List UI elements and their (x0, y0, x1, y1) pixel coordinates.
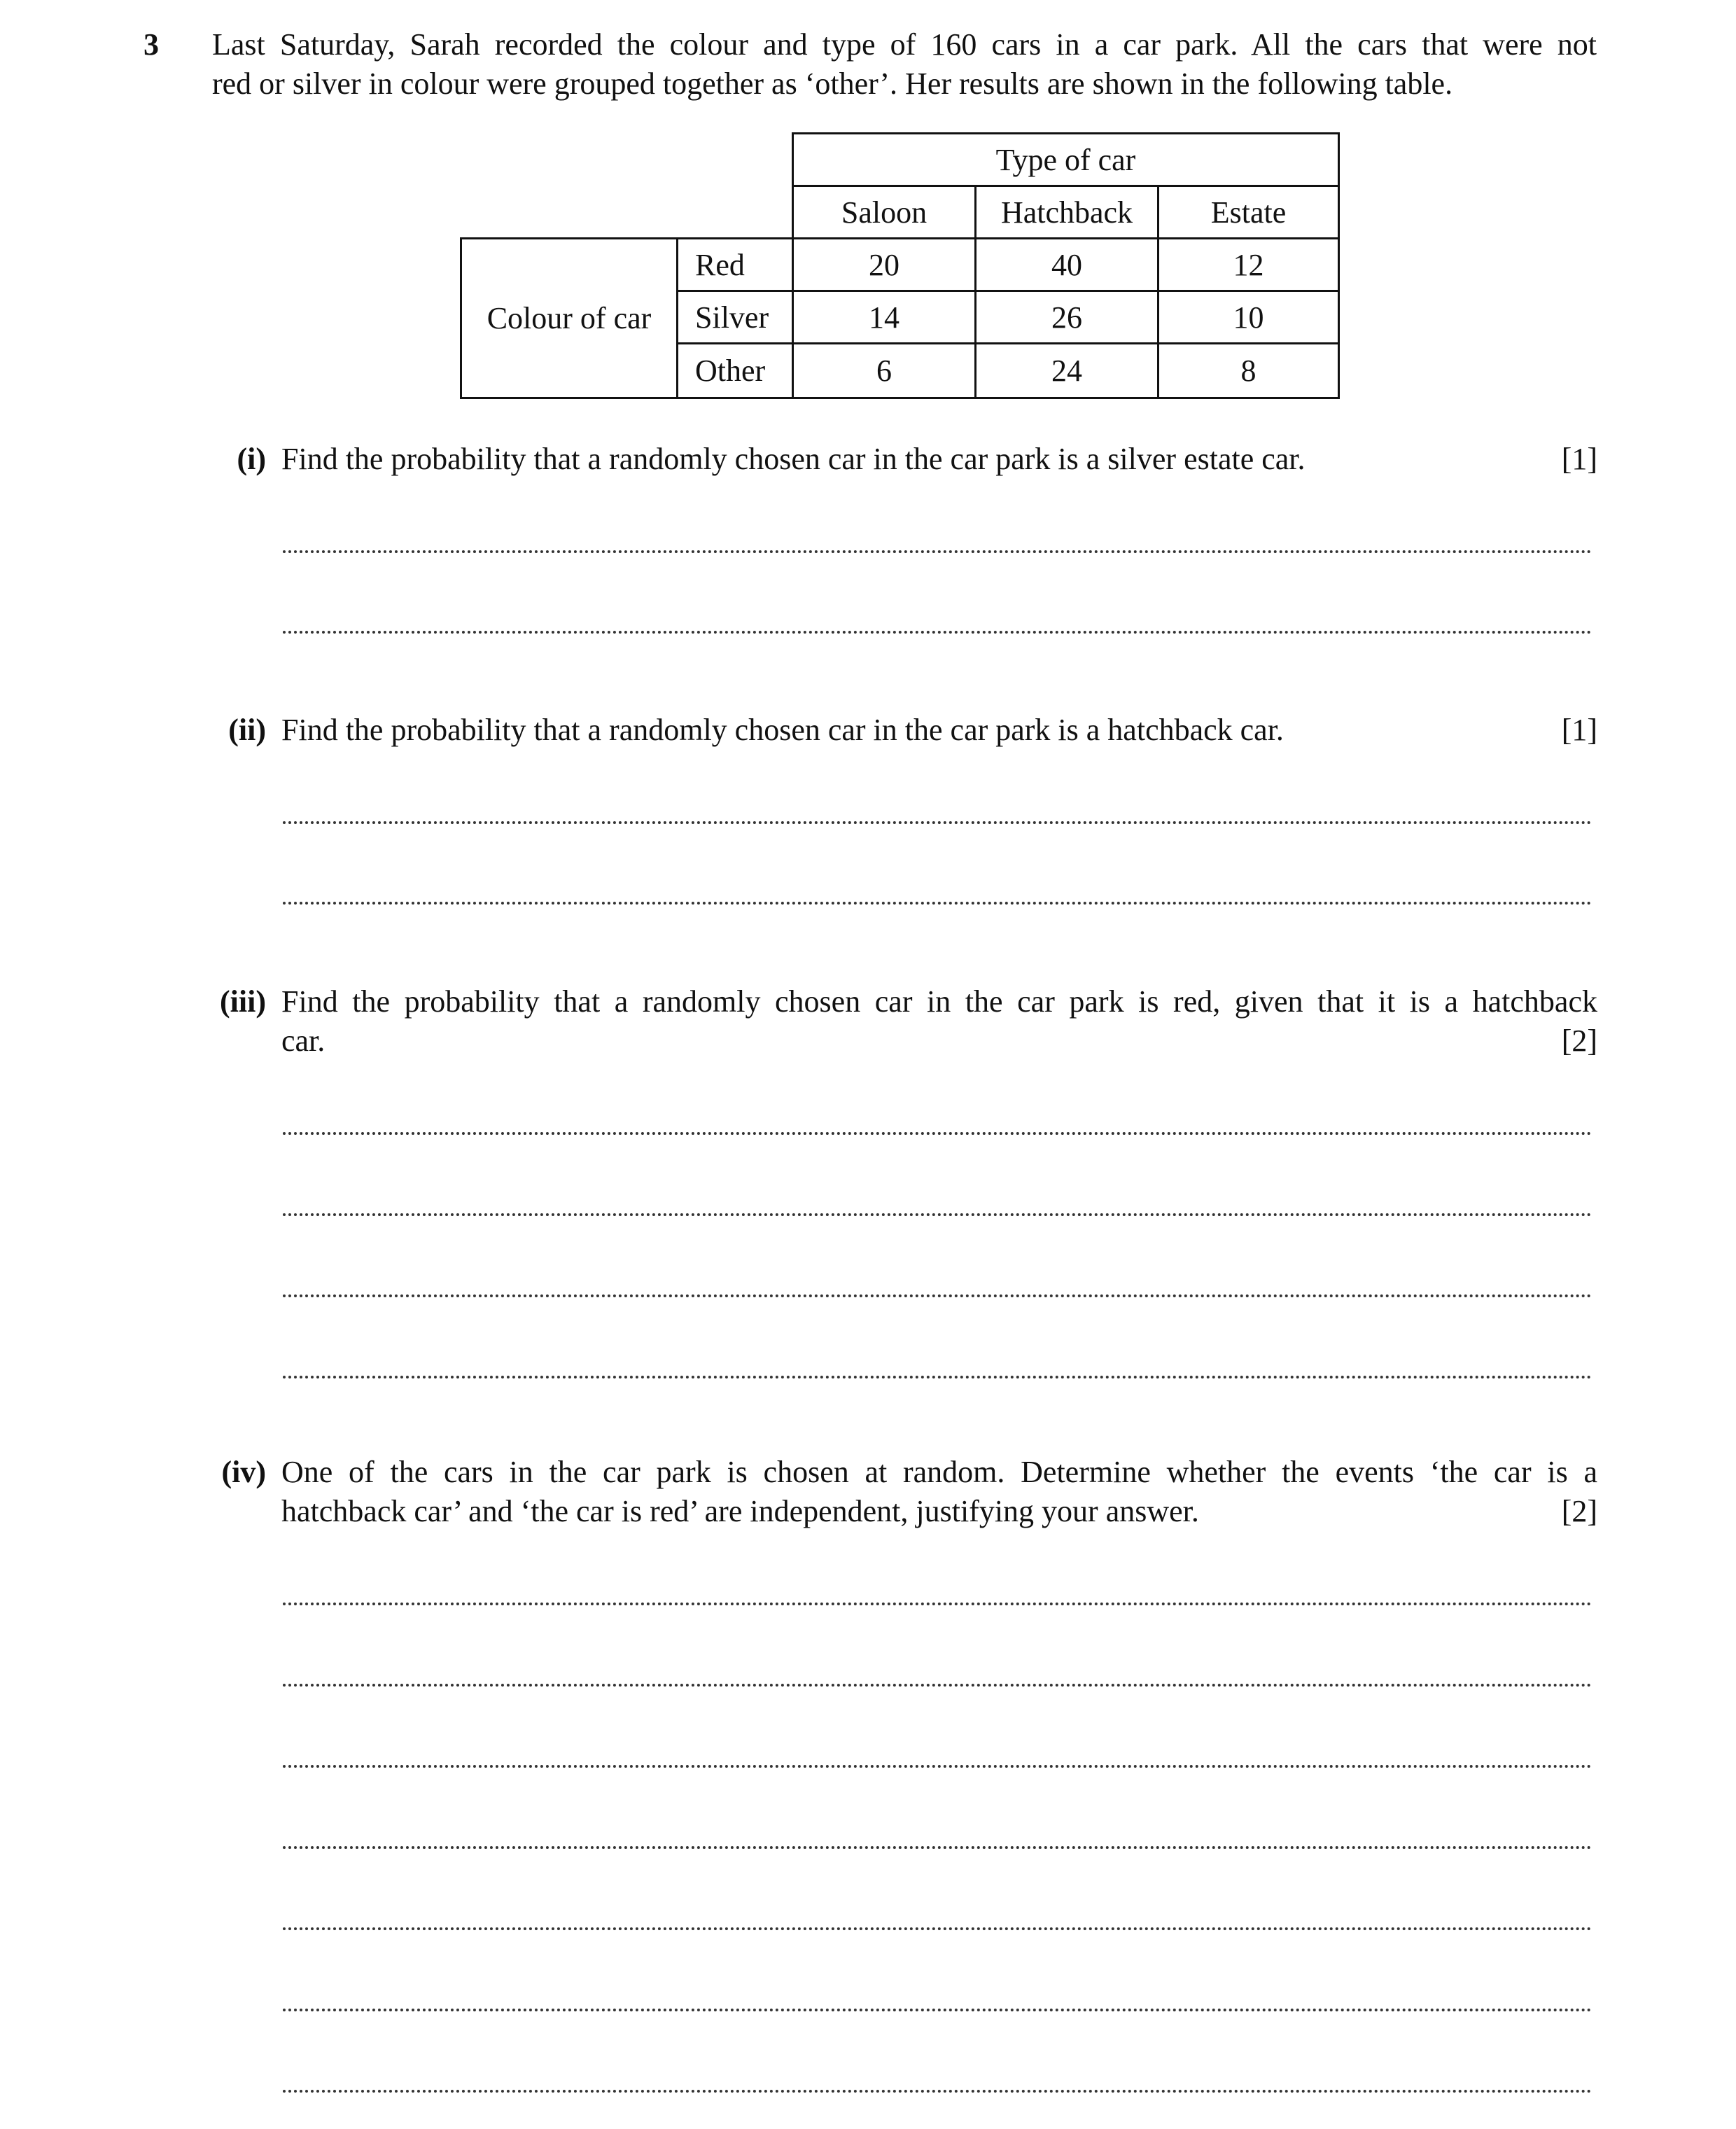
answer-line (283, 1765, 1592, 1768)
table-cell: 24 (974, 342, 1159, 399)
answer-line (283, 2009, 1592, 2011)
answer-line (283, 1376, 1592, 1378)
part-label: (iii) (220, 984, 266, 1019)
part-text-line: Find the probability that a randomly chosen car in the car park is a hatchback car. (281, 713, 1284, 747)
part-text-line: hatchback car’ and ‘the car is red’ are independent, justifying your answer. (281, 1494, 1199, 1528)
part-iii-question (0, 982, 1597, 1063)
row-label-red: Red (676, 237, 794, 292)
part-marks: [1] (1561, 442, 1597, 476)
part-text (281, 711, 1443, 750)
answer-line (283, 902, 1592, 905)
answer-line (283, 1684, 1592, 1687)
answer-line (283, 1294, 1592, 1297)
colour-of-car-header: Colour of car (460, 237, 678, 399)
part-text-line: Find the probability that a randomly chosen car in the car park is a silver estate car. (281, 442, 1306, 476)
table-cell: 12 (1157, 237, 1340, 292)
table-cell: 10 (1157, 290, 1340, 344)
part-label: (ii) (228, 713, 266, 747)
part-ii-question (0, 711, 1597, 753)
type-of-car-header: Type of car (792, 132, 1340, 187)
table-cell: 40 (974, 237, 1159, 292)
table-cell: 20 (792, 237, 976, 292)
answer-line (283, 631, 1592, 634)
part-marks: [2] (1561, 1024, 1597, 1058)
answer-line (283, 1603, 1592, 1605)
column-header-saloon: Saloon (792, 185, 976, 239)
row-label-silver: Silver (676, 290, 794, 344)
row-label-other: Other (676, 342, 794, 399)
part-text-line: Find the probability that a randomly chosen car in the car park is red, given that it is a hatchback (281, 984, 1597, 1019)
table-cell: 26 (974, 290, 1159, 344)
question-number: 3 (144, 27, 159, 62)
table-cell: 6 (792, 342, 976, 399)
part-text (281, 440, 1443, 479)
part-iv-question (0, 1453, 1597, 1534)
part-text (281, 982, 1597, 1061)
column-header-estate: Estate (1157, 185, 1340, 239)
part-text-line: One of the cars in the car park is chosen at random. Determine whether the events ‘the car is a (281, 1455, 1597, 1489)
intro-line: red or silver in colour were grouped together as ‘other’. Her results are shown in the following table. (212, 67, 1453, 101)
answer-line (283, 1846, 1592, 1849)
part-marks: [1] (1561, 713, 1597, 747)
answer-line (283, 1927, 1592, 1930)
column-header-hatchback: Hatchback (974, 185, 1159, 239)
table-cell: 14 (792, 290, 976, 344)
intro-line: Last Saturday, Sarah recorded the colour and type of 160 cars in a car park. All the cars that were not (212, 27, 1597, 62)
answer-line (283, 2090, 1592, 2093)
answer-line (283, 821, 1592, 824)
answer-line (283, 1213, 1592, 1216)
table-cell: 8 (1157, 342, 1340, 399)
answer-line (283, 550, 1592, 553)
part-text (281, 1453, 1597, 1531)
part-label: (iv) (221, 1455, 266, 1489)
part-marks: [2] (1561, 1494, 1597, 1528)
question-intro (212, 25, 1597, 104)
part-i-question (0, 440, 1597, 482)
answer-line (283, 1132, 1592, 1135)
part-text-line: car. (281, 1024, 326, 1058)
part-label: (i) (237, 442, 266, 476)
